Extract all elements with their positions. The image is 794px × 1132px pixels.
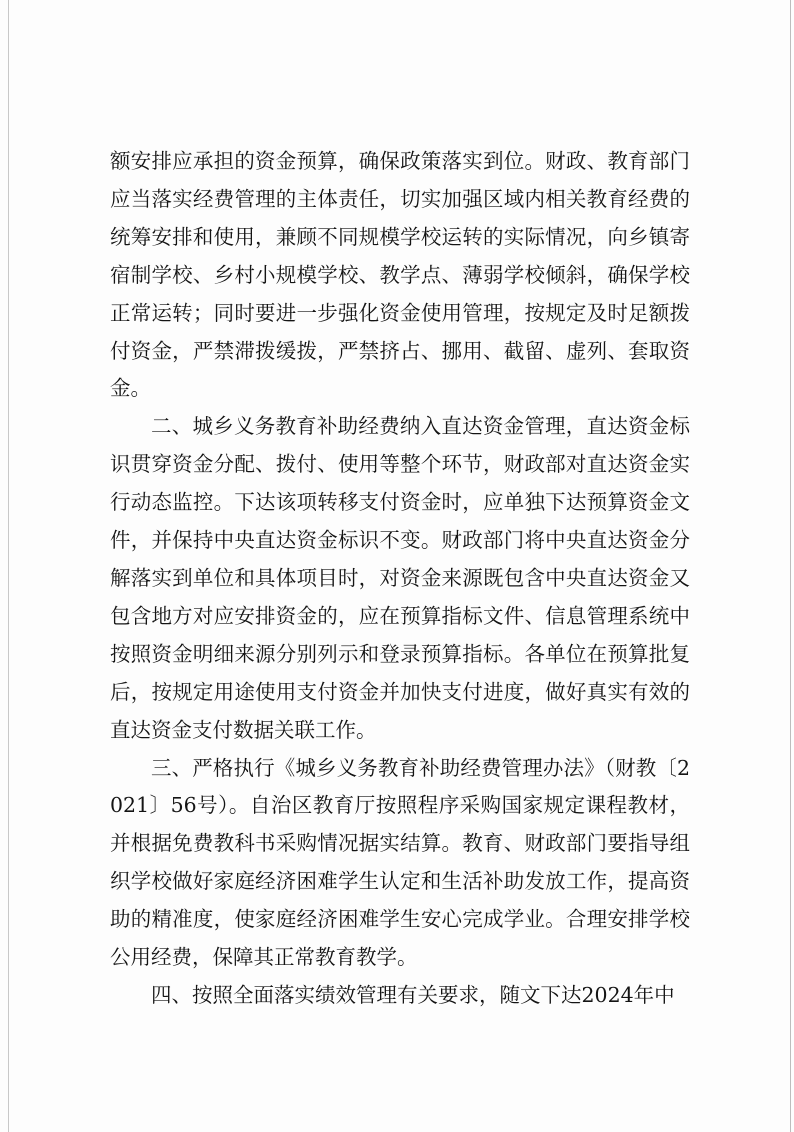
paragraph-section-2: 二、城乡义务教育补助经费纳入直达资金管理，直达资金标识贯穿资金分配、拨付、使用等整个环节，财政部对直达资金实行动态监控。下达该项转移支付资金时，应单独下达预算资金文件，并保持中央直达资金标识不变。财政部门将中央直达资金分解落实到单位和具体项目时，对资金来源既包含中央直达资金又包含地方对应安排资金的，应在预算指标文件、信息管理系统中按照资金明细来源分别列示和登录预算指标。各单位在预算批复后，按规定用途使用支付资金并加快支付进度，做好真实有效的直达资金支付数据关联工作。 [110,414,690,742]
document-body [110,143,690,1015]
paragraph-section-3: 三、严格执行《城乡义务教育补助经费管理办法》（财教〔2021〕56号）。自治区教育厅按照程序采购国家规定课程教材，并根据免费教科书采购情况据实结算。教育、财政部门要指导组织学校做好家庭经济困难学生认定和生活补助发放工作，提高资助的精准度，使家庭经济困难学生安心完成学业。合理安排学校公用经费，保障其正常教育教学。 [110,755,690,970]
paragraph-continuation: 额安排应承担的资金预算，确保政策落实到位。财政、教育部门应当落实经费管理的主体责任，切实加强区域内相关教育经费的统筹安排和使用，兼顾不同规模学校运转的实际情况，向乡镇寄宿制学校、乡村小规模学校、教学点、薄弱学校倾斜，确保学校正常运转；同时要进一步强化资金使用管理，按规定及时足额拨付资金，严禁滞拨缓拨，严禁挤占、挪用、截留、虚列、套取资金。 [110,149,690,401]
scan-edge-left [8,0,9,1132]
scan-edge-right [790,0,791,1132]
paragraph-section-4: 四、按照全面落实绩效管理有关要求，随文下达2024年中 [151,982,675,1007]
